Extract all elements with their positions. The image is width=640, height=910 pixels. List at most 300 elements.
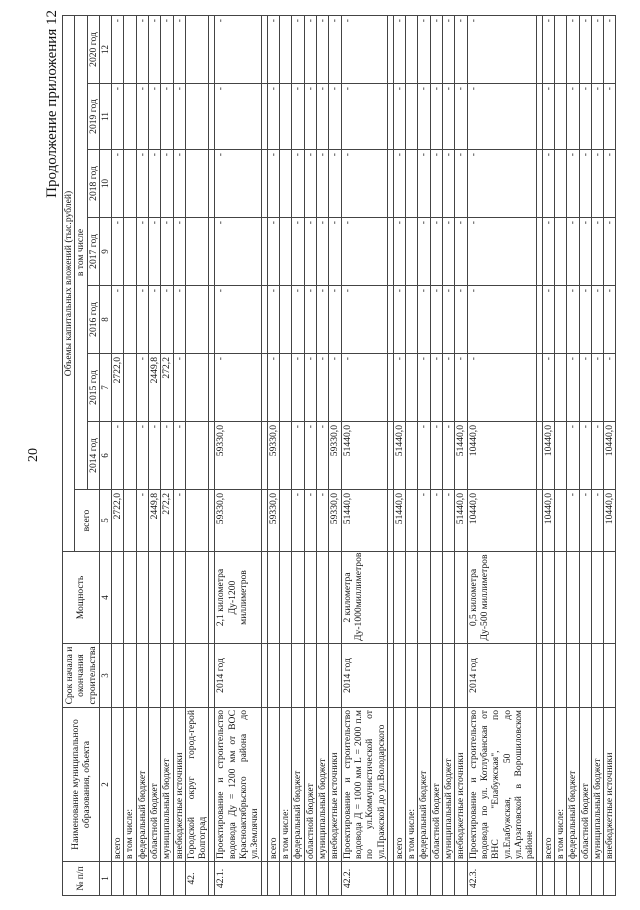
row-year-value-cell: -: [215, 286, 261, 354]
row-year-value-cell: -: [418, 16, 430, 84]
header-including: в том числе: [75, 16, 87, 490]
row-number-cell: [567, 862, 579, 896]
row-capacity-cell: 0,5 километра Ду-500 миллиметров: [467, 552, 536, 644]
row-period-cell: [591, 644, 603, 708]
table-row: [393, 16, 405, 896]
row-period-cell: 2014 год: [341, 644, 387, 708]
row-period-cell: [604, 644, 616, 708]
header-year: 2020 год: [87, 16, 99, 84]
row-number-cell: [393, 862, 405, 896]
row-number-cell: [136, 862, 148, 896]
row-year-value-cell: -: [316, 422, 328, 490]
row-period-cell: [329, 644, 341, 708]
column-index: 3: [99, 644, 111, 708]
row-total-cell: 272,2: [161, 490, 173, 552]
row-year-value-cell: -: [316, 218, 328, 286]
row-year-value-cell: -: [215, 150, 261, 218]
row-year-value-cell: [406, 150, 418, 218]
row-year-value-cell: -: [173, 218, 185, 286]
row-year-value-cell: -: [443, 422, 455, 490]
row-name-cell: всего: [267, 708, 279, 862]
row-number-cell: [148, 862, 160, 896]
row-year-value-cell: -: [173, 16, 185, 84]
row-year-value-cell: [554, 422, 566, 490]
row-year-value-cell: -: [455, 150, 467, 218]
row-period-cell: [418, 644, 430, 708]
row-total-cell: 51440,0: [455, 490, 467, 552]
row-year-value-cell: -: [591, 422, 603, 490]
row-year-value-cell: -: [591, 354, 603, 422]
row-year-value-cell: -: [316, 84, 328, 150]
row-year-value-cell: -: [579, 84, 591, 150]
row-year-value-cell: -: [567, 354, 579, 422]
row-year-value-cell: -: [215, 354, 261, 422]
row-year-value-cell: [406, 422, 418, 490]
row-year-value-cell: -: [591, 150, 603, 218]
row-year-value-cell: -: [443, 354, 455, 422]
row-year-value-cell: -: [215, 218, 261, 286]
row-capacity-cell: [418, 552, 430, 644]
row-name-cell: федеральный бюджет: [292, 708, 304, 862]
row-year-value-cell: -: [567, 218, 579, 286]
row-period-cell: [304, 644, 316, 708]
row-year-value-cell: -: [467, 84, 536, 150]
row-capacity-cell: [591, 552, 603, 644]
row-period-cell: [455, 644, 467, 708]
row-year-value-cell: -: [455, 218, 467, 286]
row-year-value-cell: [185, 150, 209, 218]
row-year-value-cell: 59330,0: [267, 422, 279, 490]
row-number-cell: [173, 862, 185, 896]
row-total-cell: -: [136, 490, 148, 552]
table-row: [161, 16, 173, 896]
row-year-value-cell: [406, 16, 418, 84]
row-year-value-cell: -: [542, 84, 554, 150]
row-total-cell: 59330,0: [267, 490, 279, 552]
row-year-value-cell: [280, 150, 292, 218]
row-year-value-cell: -: [173, 286, 185, 354]
row-year-value-cell: -: [542, 150, 554, 218]
row-year-value-cell: -: [292, 354, 304, 422]
row-year-value-cell: -: [292, 84, 304, 150]
row-year-value-cell: -: [430, 84, 442, 150]
row-year-value-cell: -: [267, 354, 279, 422]
row-total-cell: -: [304, 490, 316, 552]
table-row: [124, 16, 136, 896]
row-year-value-cell: [124, 16, 136, 84]
table-row: [443, 16, 455, 896]
row-name-cell: в том числе:: [280, 708, 292, 862]
row-capacity-cell: [567, 552, 579, 644]
row-year-value-cell: -: [304, 16, 316, 84]
row-year-value-cell: -: [111, 84, 123, 150]
row-year-value-cell: -: [467, 354, 536, 422]
header-year: 2018 год: [87, 150, 99, 218]
row-year-value-cell: -: [430, 286, 442, 354]
row-period-cell: [579, 644, 591, 708]
continuation-title: Продолжение приложения 12: [44, 10, 60, 198]
row-number-cell: [292, 862, 304, 896]
row-year-value-cell: -: [467, 150, 536, 218]
table-row: [111, 16, 123, 896]
table-row: [304, 16, 316, 896]
row-year-value-cell: -: [430, 354, 442, 422]
row-year-value-cell: [185, 286, 209, 354]
row-year-value-cell: -: [161, 150, 173, 218]
row-year-value-cell: -: [604, 218, 616, 286]
table-row: [280, 16, 292, 896]
table-row: [292, 16, 304, 896]
row-year-value-cell: -: [329, 150, 341, 218]
header-total: всего: [75, 490, 100, 552]
table-row: [148, 16, 160, 896]
row-total-cell: -: [292, 490, 304, 552]
table-row: [418, 16, 430, 896]
row-period-cell: [567, 644, 579, 708]
row-name-cell: в том числе:: [124, 708, 136, 862]
row-name-cell: всего: [393, 708, 405, 862]
row-capacity-cell: [136, 552, 148, 644]
row-year-value-cell: -: [292, 218, 304, 286]
table-row: [467, 16, 536, 896]
row-number-cell: 42.1.: [215, 862, 261, 896]
row-number-cell: [316, 862, 328, 896]
row-name-cell: всего: [542, 708, 554, 862]
row-total-cell: 2722,0: [111, 490, 123, 552]
row-year-value-cell: -: [418, 422, 430, 490]
row-capacity-cell: [554, 552, 566, 644]
row-name-cell: федеральный бюджет: [567, 708, 579, 862]
row-name-cell: в том числе:: [554, 708, 566, 862]
capital-investment-table: [62, 15, 616, 896]
row-year-value-cell: -: [591, 84, 603, 150]
row-year-value-cell: -: [579, 150, 591, 218]
row-name-cell: областной бюджет: [304, 708, 316, 862]
row-year-value-cell: 10440,0: [604, 422, 616, 490]
row-capacity-cell: [148, 552, 160, 644]
row-year-value-cell: [185, 218, 209, 286]
row-total-cell: 10440,0: [542, 490, 554, 552]
row-name-cell: внебюджетные источники: [329, 708, 341, 862]
row-year-value-cell: 59330,0: [329, 422, 341, 490]
row-year-value-cell: -: [341, 286, 387, 354]
row-capacity-cell: [455, 552, 467, 644]
column-index: 6: [99, 422, 111, 490]
row-period-cell: [173, 644, 185, 708]
row-year-value-cell: -: [136, 150, 148, 218]
row-year-value-cell: -: [393, 218, 405, 286]
row-year-value-cell: -: [111, 150, 123, 218]
row-number-cell: [161, 862, 173, 896]
table-row: [430, 16, 442, 896]
row-name-cell: муниципальный бюджет: [161, 708, 173, 862]
row-number-cell: [443, 862, 455, 896]
table-row: [567, 16, 579, 896]
row-year-value-cell: -: [136, 286, 148, 354]
row-year-value-cell: 51440,0: [455, 422, 467, 490]
row-capacity-cell: [280, 552, 292, 644]
row-year-value-cell: -: [136, 16, 148, 84]
table-row: [185, 16, 209, 896]
row-capacity-cell: [304, 552, 316, 644]
header-name: Наименование муниципального образования, объекта: [63, 708, 100, 862]
row-period-cell: [267, 644, 279, 708]
row-name-cell: федеральный бюджет: [136, 708, 148, 862]
row-capacity-cell: [604, 552, 616, 644]
row-year-value-cell: -: [304, 84, 316, 150]
row-year-value-cell: [280, 354, 292, 422]
row-year-value-cell: -: [443, 150, 455, 218]
row-year-value-cell: -: [316, 354, 328, 422]
row-number-cell: [591, 862, 603, 896]
row-year-value-cell: -: [430, 16, 442, 84]
column-index: 8: [99, 286, 111, 354]
page-number: 20: [26, 448, 41, 462]
row-year-value-cell: -: [329, 84, 341, 150]
row-period-cell: [136, 644, 148, 708]
header-year: 2019 год: [87, 84, 99, 150]
row-year-value-cell: -: [443, 84, 455, 150]
row-total-cell: [185, 490, 209, 552]
row-capacity-cell: [185, 552, 209, 644]
row-name-cell: областной бюджет: [148, 708, 160, 862]
row-year-value-cell: -: [292, 286, 304, 354]
row-total-cell: [124, 490, 136, 552]
row-year-value-cell: [185, 16, 209, 84]
row-year-value-cell: [124, 84, 136, 150]
table-row: [591, 16, 603, 896]
row-number-cell: [267, 862, 279, 896]
table-row: [604, 16, 616, 896]
row-year-value-cell: -: [467, 286, 536, 354]
row-name-cell: Проектирование и строительство водовода Ду = 1200 мм от ВОС Красноактябрьского района до ул.Землячки: [215, 708, 261, 862]
row-year-value-cell: -: [393, 150, 405, 218]
row-name-cell: областной бюджет: [430, 708, 442, 862]
row-year-value-cell: [280, 16, 292, 84]
row-capacity-cell: [579, 552, 591, 644]
table-row: [341, 16, 387, 896]
row-number-cell: [406, 862, 418, 896]
row-year-value-cell: [124, 422, 136, 490]
row-year-value-cell: -: [591, 286, 603, 354]
row-year-value-cell: -: [443, 16, 455, 84]
row-year-value-cell: [280, 218, 292, 286]
row-year-value-cell: [185, 354, 209, 422]
table-header: [63, 16, 112, 896]
row-period-cell: [185, 644, 209, 708]
row-year-value-cell: -: [604, 150, 616, 218]
row-year-value-cell: 59330,0: [215, 422, 261, 490]
row-year-value-cell: -: [341, 16, 387, 84]
row-year-value-cell: -: [136, 354, 148, 422]
row-total-cell: 51440,0: [393, 490, 405, 552]
row-year-value-cell: -: [136, 422, 148, 490]
column-index: 9: [99, 218, 111, 286]
row-year-value-cell: 51440,0: [393, 422, 405, 490]
table-row: [173, 16, 185, 896]
row-year-value-cell: -: [579, 218, 591, 286]
row-year-value-cell: -: [341, 84, 387, 150]
row-name-cell: федеральный бюджет: [418, 708, 430, 862]
row-year-value-cell: -: [267, 16, 279, 84]
row-year-value-cell: -: [161, 218, 173, 286]
table-row: [215, 16, 261, 896]
row-period-cell: [430, 644, 442, 708]
table-row: [329, 16, 341, 896]
row-capacity-cell: [406, 552, 418, 644]
table-row: [542, 16, 554, 896]
row-year-value-cell: -: [148, 16, 160, 84]
row-number-cell: [304, 862, 316, 896]
row-period-cell: [124, 644, 136, 708]
row-year-value-cell: [280, 422, 292, 490]
table-row: [136, 16, 148, 896]
row-period-cell: [280, 644, 292, 708]
row-year-value-cell: -: [111, 218, 123, 286]
row-year-value-cell: 2722,0: [111, 354, 123, 422]
row-year-value-cell: -: [591, 218, 603, 286]
row-capacity-cell: [292, 552, 304, 644]
column-index: 2: [99, 708, 111, 862]
row-year-value-cell: -: [329, 286, 341, 354]
row-year-value-cell: [124, 286, 136, 354]
column-index: 1: [99, 862, 111, 896]
row-year-value-cell: -: [341, 354, 387, 422]
row-period-cell: [161, 644, 173, 708]
row-capacity-cell: [430, 552, 442, 644]
table-row: [406, 16, 418, 896]
row-year-value-cell: [124, 218, 136, 286]
row-year-value-cell: -: [604, 286, 616, 354]
header-no: № п/п: [63, 862, 100, 896]
row-year-value-cell: -: [542, 354, 554, 422]
row-capacity-cell: [124, 552, 136, 644]
row-year-value-cell: -: [341, 150, 387, 218]
row-year-value-cell: 10440,0: [542, 422, 554, 490]
row-year-value-cell: -: [304, 422, 316, 490]
row-year-value-cell: [406, 218, 418, 286]
table-body: [111, 16, 616, 896]
row-total-cell: -: [579, 490, 591, 552]
row-capacity-cell: 2 километра Ду-1000миллиметров: [341, 552, 387, 644]
row-period-cell: [111, 644, 123, 708]
row-year-value-cell: [185, 422, 209, 490]
row-total-cell: -: [443, 490, 455, 552]
row-capacity-cell: 2,1 километра Ду-1200 миллиметров: [215, 552, 261, 644]
row-total-cell: 2449,8: [148, 490, 160, 552]
row-total-cell: -: [316, 490, 328, 552]
row-number-cell: [542, 862, 554, 896]
row-total-cell: 10440,0: [604, 490, 616, 552]
row-period-cell: [443, 644, 455, 708]
table-row: [579, 16, 591, 896]
row-year-value-cell: -: [579, 16, 591, 84]
row-total-cell: [554, 490, 566, 552]
header-year: 2015 год: [87, 354, 99, 422]
row-year-value-cell: -: [304, 354, 316, 422]
row-year-value-cell: [554, 218, 566, 286]
row-year-value-cell: -: [604, 354, 616, 422]
row-year-value-cell: -: [393, 286, 405, 354]
row-year-value-cell: -: [455, 16, 467, 84]
row-total-cell: -: [591, 490, 603, 552]
row-year-value-cell: -: [393, 84, 405, 150]
row-total-cell: -: [418, 490, 430, 552]
row-year-value-cell: [124, 354, 136, 422]
row-year-value-cell: -: [161, 84, 173, 150]
row-year-value-cell: -: [455, 354, 467, 422]
row-number-cell: [418, 862, 430, 896]
row-year-value-cell: -: [292, 16, 304, 84]
row-year-value-cell: -: [467, 16, 536, 84]
row-year-value-cell: -: [443, 286, 455, 354]
row-year-value-cell: -: [567, 150, 579, 218]
row-year-value-cell: -: [267, 84, 279, 150]
row-name-cell: муниципальный бюджет: [316, 708, 328, 862]
row-number-cell: 42.3.: [467, 862, 536, 896]
row-number-cell: [280, 862, 292, 896]
row-name-cell: внебюджетные источники: [173, 708, 185, 862]
table-row: [267, 16, 279, 896]
header-volume: Объемы капитальных вложений (тыс.рублей): [63, 16, 75, 552]
row-capacity-cell: [173, 552, 185, 644]
header-period: Срок начала и окончания строительства: [63, 644, 100, 708]
row-name-cell: муниципальный бюджет: [443, 708, 455, 862]
row-year-value-cell: [124, 150, 136, 218]
row-total-cell: 51440,0: [341, 490, 387, 552]
row-number-cell: 42.2.: [341, 862, 387, 896]
row-number-cell: [124, 862, 136, 896]
row-year-value-cell: -: [393, 354, 405, 422]
row-year-value-cell: -: [215, 84, 261, 150]
row-capacity-cell: [161, 552, 173, 644]
row-year-value-cell: -: [329, 354, 341, 422]
row-year-value-cell: [554, 16, 566, 84]
row-year-value-cell: -: [173, 150, 185, 218]
row-capacity-cell: [542, 552, 554, 644]
row-year-value-cell: -: [430, 422, 442, 490]
row-year-value-cell: 272,2: [161, 354, 173, 422]
row-total-cell: 59330,0: [329, 490, 341, 552]
row-capacity-cell: [329, 552, 341, 644]
row-year-value-cell: -: [148, 286, 160, 354]
header-year: 2016 год: [87, 286, 99, 354]
row-name-cell: Проектирование и строительство водовода Д = 1000 мм L = 2000 п.м по ул.Коммунистической от ул.Пражской до ул.Володарского: [341, 708, 387, 862]
row-year-value-cell: -: [173, 422, 185, 490]
row-total-cell: -: [567, 490, 579, 552]
row-year-value-cell: -: [542, 218, 554, 286]
header-capacity: Мощность: [63, 552, 100, 644]
row-year-value-cell: -: [579, 422, 591, 490]
row-number-cell: [329, 862, 341, 896]
row-year-value-cell: -: [579, 354, 591, 422]
column-index: 5: [99, 490, 111, 552]
row-year-value-cell: [280, 286, 292, 354]
column-index: 12: [99, 16, 111, 84]
row-period-cell: [148, 644, 160, 708]
table-row: [316, 16, 328, 896]
row-capacity-cell: [111, 552, 123, 644]
row-year-value-cell: -: [136, 84, 148, 150]
table-row: [554, 16, 566, 896]
row-year-value-cell: -: [418, 354, 430, 422]
row-number-cell: [604, 862, 616, 896]
row-period-cell: [393, 644, 405, 708]
row-capacity-cell: [443, 552, 455, 644]
row-year-value-cell: -: [304, 286, 316, 354]
row-year-value-cell: -: [567, 422, 579, 490]
row-year-value-cell: -: [329, 16, 341, 84]
